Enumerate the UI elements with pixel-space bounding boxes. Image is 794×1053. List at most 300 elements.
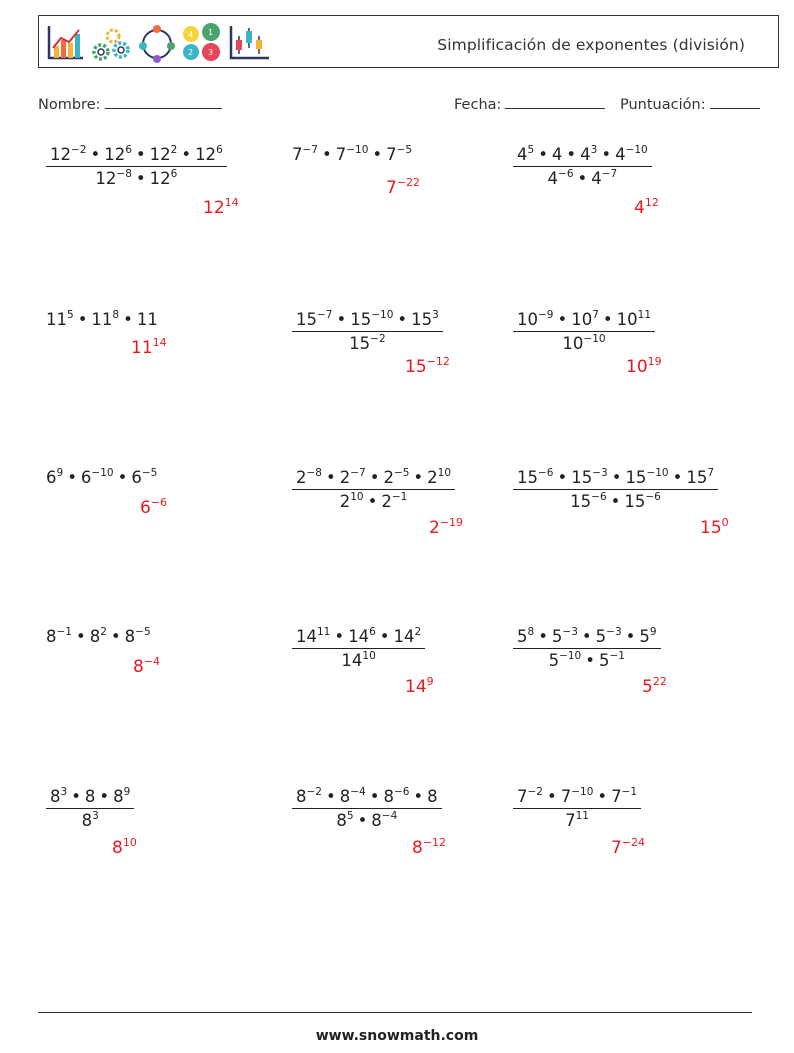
exponent: 11 (317, 626, 331, 638)
power-term (639, 627, 656, 646)
power-term (50, 145, 86, 164)
multiply-dot: • (357, 811, 368, 830)
power-term (617, 310, 651, 329)
score-blank[interactable] (710, 94, 760, 109)
bar-chart-icon (49, 26, 83, 58)
power-term (46, 627, 72, 646)
answer-13 (112, 838, 137, 858)
base: 2 (383, 468, 394, 487)
exponent: −7 (302, 144, 318, 156)
base: 10 (616, 310, 638, 329)
base: 6 (140, 498, 151, 518)
answer-6 (626, 357, 662, 377)
exponent: −1 (56, 626, 72, 638)
exponent: −7 (317, 309, 333, 321)
power-term (349, 334, 385, 353)
exponent: 5 (346, 810, 354, 822)
base: 7 (611, 787, 622, 806)
power-term (615, 145, 648, 164)
multiply-dot: • (397, 310, 408, 329)
multiply-dot: • (325, 468, 336, 487)
power-term (150, 145, 178, 164)
base: 8 (412, 838, 423, 858)
numerator (513, 787, 641, 809)
exponent: −8 (306, 467, 322, 479)
multiply-dot: • (372, 145, 383, 164)
exponent: 10 (122, 836, 137, 849)
power-term (131, 338, 167, 358)
numerator (513, 468, 718, 490)
base: 2 (296, 468, 307, 487)
answer-11 (405, 677, 434, 697)
multiply-dot: • (135, 169, 146, 188)
exponent: −10 (625, 144, 648, 156)
answer-5 (405, 357, 450, 377)
fraction (292, 468, 455, 511)
multiply-dot: • (117, 468, 128, 487)
exponent: 19 (647, 355, 662, 368)
problem-2 (292, 145, 412, 164)
exponent: −5 (393, 467, 410, 479)
power-term (570, 492, 606, 511)
logo-icons (45, 22, 275, 64)
date-field (454, 94, 605, 113)
multiply-dot: • (123, 310, 133, 329)
answer-2 (386, 178, 420, 198)
problem-4 (46, 310, 158, 329)
power-term (350, 310, 393, 329)
base: 2 (427, 468, 438, 487)
power-term (95, 169, 131, 188)
base: 8 (81, 811, 93, 830)
exponent: −4 (381, 810, 398, 822)
power-term (150, 169, 178, 188)
exponent: 11 (575, 810, 589, 822)
base: 8 (427, 787, 438, 806)
fraction (292, 787, 442, 830)
numbered-circles-icon (183, 23, 220, 61)
denominator (336, 490, 412, 511)
power-term (571, 468, 607, 487)
svg-text:3: 3 (208, 48, 214, 57)
base: 11 (46, 310, 67, 329)
problem-7 (46, 468, 157, 487)
multiply-dot: • (71, 787, 81, 806)
name-field (38, 94, 222, 113)
gears-icon (94, 30, 128, 59)
denominator (78, 809, 103, 830)
multiply-dot: • (67, 468, 77, 487)
base: 8 (50, 787, 61, 806)
multiply-dot: • (325, 787, 336, 806)
base: 7 (335, 145, 347, 164)
base: 14 (393, 627, 415, 646)
answer-1 (203, 198, 239, 218)
answer-10 (133, 657, 160, 677)
base: 15 (411, 310, 433, 329)
power-term (517, 145, 534, 164)
power-term (561, 787, 594, 806)
base: 5 (517, 627, 528, 646)
denominator (558, 332, 609, 353)
base: 15 (700, 518, 722, 538)
exponent: 6 (369, 626, 376, 638)
base: 2 (339, 468, 351, 487)
exponent: 10 (362, 650, 376, 662)
exponent: 3 (92, 810, 99, 822)
exponent: −10 (91, 467, 114, 479)
numerator (292, 310, 443, 332)
exponent: −5 (396, 144, 413, 156)
base: 14 (348, 627, 370, 646)
problem-11 (292, 627, 425, 670)
multiply-dot: • (413, 787, 424, 806)
exponent: 9 (123, 786, 131, 798)
power-term (340, 468, 366, 487)
exponent: −12 (422, 836, 447, 849)
multiply-dot: • (581, 627, 592, 646)
power-term (611, 838, 645, 858)
worksheet-header (38, 15, 779, 68)
answer-9 (700, 518, 729, 538)
base: 4 (615, 145, 626, 164)
multiply-dot: • (77, 310, 88, 329)
exponent: 6 (216, 144, 223, 156)
base: 8 (371, 811, 382, 830)
base: 4 (547, 169, 559, 188)
base: 8 (336, 811, 347, 830)
power-term (565, 811, 589, 830)
multiply-dot: • (538, 627, 548, 646)
exponent: 10 (350, 491, 364, 503)
exponent: −10 (646, 467, 669, 479)
base: 15 (296, 310, 317, 329)
power-term (104, 145, 132, 164)
multiply-dot: • (557, 468, 568, 487)
multiply-dot: • (369, 468, 380, 487)
exponent: 6 (125, 144, 132, 156)
multiply-dot: • (379, 627, 390, 646)
exponent: −9 (538, 309, 554, 321)
exponent: −3 (562, 626, 578, 638)
power-term (626, 357, 662, 377)
multiply-dot: • (369, 787, 380, 806)
power-term (596, 627, 622, 646)
denominator (566, 490, 665, 511)
problem-3 (513, 145, 652, 188)
base: 8 (84, 787, 96, 806)
power-term (81, 468, 114, 487)
exponent: −6 (558, 168, 574, 180)
multiply-dot: • (110, 627, 121, 646)
multiply-dot: • (566, 145, 577, 164)
base: 2 (429, 518, 440, 538)
exponent: −3 (592, 467, 608, 479)
power-term (394, 627, 422, 646)
power-term (517, 627, 534, 646)
multiply-dot: • (585, 651, 595, 670)
multiply-dot: • (557, 310, 568, 329)
date-blank[interactable] (505, 94, 605, 109)
multiply-dot: • (546, 787, 557, 806)
power-term (341, 651, 375, 670)
fraction (513, 787, 641, 830)
power-term (131, 468, 157, 487)
base: 8 (112, 838, 123, 858)
base: 7 (560, 787, 572, 806)
exponent: −1 (621, 786, 638, 798)
numerator (292, 468, 455, 490)
numerator (46, 145, 227, 167)
base: 4 (580, 145, 591, 164)
exponent: 5 (527, 144, 535, 156)
exponent: −8 (116, 168, 132, 180)
power-term (427, 468, 451, 487)
power-term (411, 310, 439, 329)
base: 15 (625, 468, 647, 487)
power-term (517, 310, 553, 329)
problem-9 (513, 468, 718, 511)
base: 5 (598, 651, 610, 670)
base: 10 (626, 357, 648, 377)
base: 2 (339, 492, 351, 511)
power-term (82, 811, 99, 830)
footer-url[interactable]: www.snowmath.com (315, 1028, 479, 1044)
power-term (591, 169, 617, 188)
base: 4 (634, 198, 645, 218)
base: 8 (113, 787, 124, 806)
power-term (634, 198, 659, 218)
exponent: −6 (150, 496, 168, 509)
multiply-dot: • (99, 787, 110, 806)
worksheet-title: Simplificación de exponentes (división) (437, 36, 745, 54)
denominator (545, 649, 629, 670)
answer-12 (642, 677, 667, 697)
exponent: 9 (649, 626, 657, 638)
power-term (340, 492, 364, 511)
base: 10 (562, 334, 584, 353)
power-term (642, 677, 667, 697)
exponent: −24 (621, 836, 646, 849)
power-term (381, 492, 407, 511)
base: 15 (571, 468, 593, 487)
power-term (686, 468, 714, 487)
exponent: −5 (135, 626, 151, 638)
exponent: 6 (170, 168, 178, 180)
score-label: Puntuación: (620, 97, 706, 113)
fraction (513, 468, 718, 511)
problem-10 (46, 627, 151, 646)
multiply-dot: • (334, 627, 345, 646)
multiply-dot: • (367, 492, 378, 511)
base: 11 (136, 310, 158, 329)
multiply-dot: • (672, 468, 683, 487)
multiply-dot: • (75, 627, 86, 646)
problem-1 (46, 145, 227, 188)
answer-3 (634, 198, 659, 218)
base: 14 (405, 677, 427, 697)
exponent: 2 (100, 626, 107, 638)
power-term (140, 498, 167, 518)
multiply-dot: • (181, 145, 192, 164)
power-term (371, 811, 397, 830)
power-term (571, 310, 599, 329)
multiply-dot: • (597, 787, 608, 806)
multiply-dot: • (601, 145, 612, 164)
base: 12 (203, 198, 225, 218)
power-term (296, 310, 332, 329)
power-term (91, 310, 119, 329)
base: 8 (89, 627, 101, 646)
base: 4 (551, 145, 563, 164)
multiply-dot: • (577, 169, 588, 188)
denominator (561, 809, 593, 830)
base: 8 (46, 627, 57, 646)
exponent: 10 (437, 467, 452, 479)
exponent: −6 (538, 467, 554, 479)
base: 2 (381, 492, 392, 511)
base: 7 (517, 787, 528, 806)
exponent: 14 (224, 196, 239, 209)
power-term (46, 468, 63, 487)
power-term (137, 310, 158, 329)
exponent: −12 (426, 355, 450, 368)
base: 5 (639, 627, 650, 646)
name-blank[interactable] (105, 94, 222, 109)
power-term (292, 145, 318, 164)
exponent: −22 (396, 176, 421, 189)
multiply-dot: • (90, 145, 101, 164)
base: 15 (624, 492, 646, 511)
denominator (337, 649, 379, 670)
power-term (611, 787, 637, 806)
problem-8 (292, 468, 455, 511)
exponent: 3 (60, 786, 68, 798)
base: 7 (565, 811, 576, 830)
exponent: 2 (170, 144, 178, 156)
base: 15 (570, 492, 592, 511)
power-term (386, 178, 420, 198)
fraction (513, 627, 661, 670)
base: 5 (595, 627, 607, 646)
base: 8 (133, 657, 144, 677)
power-term (112, 838, 137, 858)
base: 7 (386, 178, 397, 198)
base: 15 (405, 357, 427, 377)
exponent: −10 (371, 309, 394, 321)
power-term (599, 651, 625, 670)
people-cycle-icon (139, 25, 175, 63)
exponent: 2 (414, 626, 422, 638)
exponent: −1 (391, 491, 408, 503)
numerator (292, 627, 425, 649)
power-term (383, 787, 409, 806)
multiply-dot: • (602, 310, 613, 329)
power-term (195, 145, 223, 164)
exponent: −7 (601, 168, 618, 180)
base: 12 (149, 169, 171, 188)
exponent: −6 (645, 491, 661, 503)
exponent: 22 (652, 675, 667, 688)
base: 6 (46, 468, 57, 487)
power-term (125, 627, 151, 646)
numerator (513, 627, 661, 649)
problem-15 (513, 787, 641, 830)
base: 12 (95, 169, 117, 188)
exponent: 3 (432, 309, 439, 321)
power-term (517, 468, 553, 487)
exponent: 7 (592, 309, 599, 321)
problem-14 (292, 787, 442, 830)
power-term (549, 651, 582, 670)
numerator (513, 145, 652, 167)
exponent: 8 (527, 626, 535, 638)
fraction (513, 145, 652, 188)
exponent: 3 (590, 144, 598, 156)
date-label: Fecha: (454, 97, 502, 113)
base: 7 (386, 145, 397, 164)
power-term (50, 787, 67, 806)
base: 6 (131, 468, 142, 487)
answer-14 (412, 838, 446, 858)
power-term (386, 145, 412, 164)
denominator (332, 809, 401, 830)
problem-5 (292, 310, 443, 353)
exponent: −19 (439, 516, 464, 529)
power-term (625, 468, 668, 487)
power-term (405, 357, 450, 377)
exponent: 5 (67, 309, 74, 321)
denominator (544, 167, 622, 188)
exponent: 11 (637, 309, 652, 321)
multiply-dot: • (610, 492, 621, 511)
base: 12 (50, 145, 71, 164)
exponent: −7 (350, 467, 366, 479)
base: 15 (350, 310, 372, 329)
numerator (292, 787, 442, 809)
multiply-dot: • (413, 468, 424, 487)
answer-8 (429, 518, 463, 538)
exponent: 8 (112, 309, 120, 321)
power-term (552, 627, 578, 646)
exponent: −10 (559, 650, 582, 662)
base: 7 (611, 838, 622, 858)
exponent: 7 (707, 467, 715, 479)
base: 5 (642, 677, 653, 697)
exponent: −2 (71, 144, 87, 156)
exponent: −2 (306, 786, 322, 798)
problem-13 (46, 787, 134, 830)
base: 11 (91, 310, 113, 329)
power-term (429, 518, 463, 538)
exponent: −2 (527, 786, 543, 798)
fraction (292, 627, 425, 670)
exponent: −10 (583, 333, 606, 345)
base: 8 (296, 787, 307, 806)
numerator (513, 310, 655, 332)
base: 4 (517, 145, 528, 164)
denominator (91, 167, 181, 188)
power-term (348, 627, 376, 646)
exponent: −10 (571, 786, 594, 798)
svg-text:4: 4 (188, 30, 194, 39)
multiply-dot: • (611, 468, 622, 487)
exponent: 9 (426, 675, 434, 688)
power-term (203, 198, 239, 218)
exponent: 0 (721, 516, 729, 529)
base: 12 (104, 145, 126, 164)
power-term (336, 811, 353, 830)
